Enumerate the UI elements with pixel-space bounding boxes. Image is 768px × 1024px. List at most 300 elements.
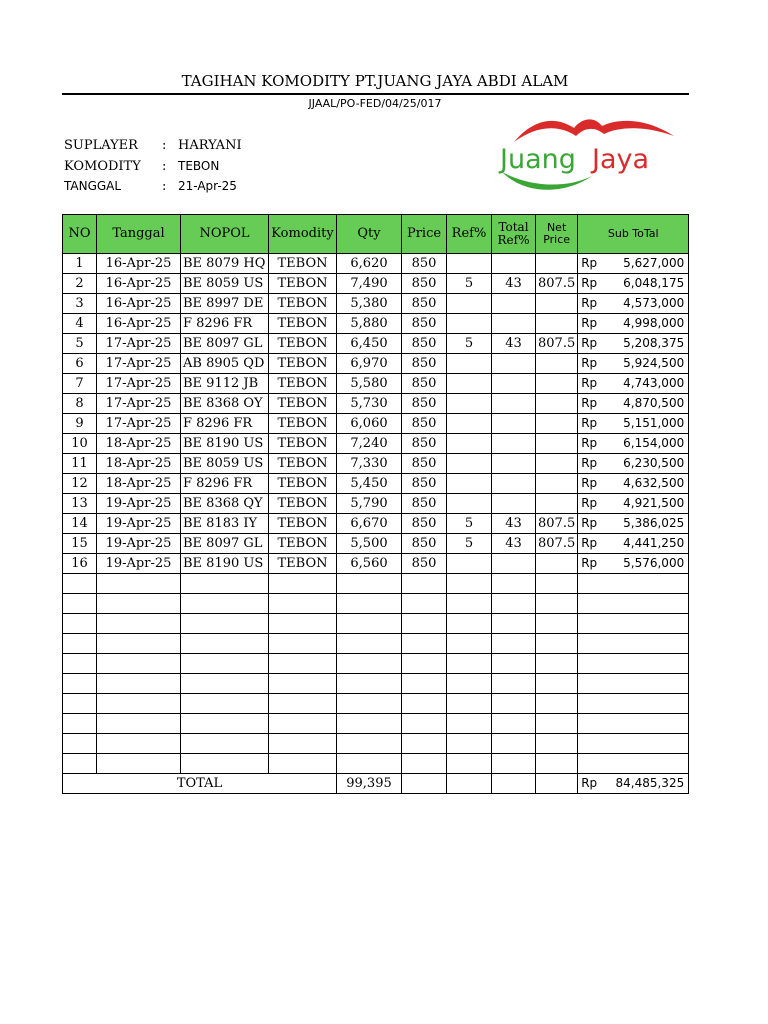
row-price: 850 xyxy=(402,274,447,294)
empty-row xyxy=(63,714,689,734)
row-subtotal-amount: 4,441,250 xyxy=(623,536,685,550)
empty-cell xyxy=(269,674,337,694)
currency-label: Rp xyxy=(581,536,598,550)
row-net-price xyxy=(536,394,578,414)
row-price: 850 xyxy=(402,554,447,574)
row-price: 850 xyxy=(402,454,447,474)
row-net-price xyxy=(536,374,578,394)
row-ref xyxy=(447,314,492,334)
table-row xyxy=(63,534,689,554)
row-qty: 6,450 xyxy=(337,334,402,354)
row-qty: 5,450 xyxy=(337,474,402,494)
table-row xyxy=(63,294,689,314)
row-qty: 5,730 xyxy=(337,394,402,414)
row-net-price xyxy=(536,254,578,274)
empty-cell xyxy=(536,654,578,674)
header-total-ref xyxy=(492,215,536,254)
row-ref xyxy=(447,354,492,374)
date-row xyxy=(64,176,242,196)
row-komodity: TEBON xyxy=(269,474,337,494)
row-komodity: TEBON xyxy=(269,514,337,534)
row-qty: 5,790 xyxy=(337,494,402,514)
empty-cell xyxy=(337,614,402,634)
row-ref xyxy=(447,394,492,414)
total-empty xyxy=(492,774,536,794)
row-nopol: BE 8079 HQ xyxy=(181,254,269,274)
empty-cell xyxy=(536,674,578,694)
empty-cell xyxy=(578,694,689,714)
row-total-ref xyxy=(492,494,536,514)
row-no: 14 xyxy=(63,514,97,534)
empty-cell xyxy=(402,614,447,634)
row-tanggal: 17-Apr-25 xyxy=(97,414,181,434)
row-no: 8 xyxy=(63,394,97,414)
row-subtotal-amount: 4,921,500 xyxy=(623,496,685,510)
row-subtotal-amount: 5,151,000 xyxy=(623,416,685,430)
row-nopol: BE 8097 GL xyxy=(181,334,269,354)
table-row xyxy=(63,354,689,374)
row-price: 850 xyxy=(402,434,447,454)
row-subtotal xyxy=(578,334,689,354)
empty-row xyxy=(63,634,689,654)
currency-label: Rp xyxy=(581,356,598,370)
row-ref: 5 xyxy=(447,274,492,294)
row-total-ref: 43 xyxy=(492,534,536,554)
row-nopol: BE 8190 US xyxy=(181,434,269,454)
empty-cell xyxy=(492,694,536,714)
row-no: 2 xyxy=(63,274,97,294)
table-row xyxy=(63,554,689,574)
row-price: 850 xyxy=(402,354,447,374)
header-subtotal: Sub ToTal xyxy=(578,215,689,254)
empty-row xyxy=(63,574,689,594)
row-qty: 5,380 xyxy=(337,294,402,314)
empty-cell xyxy=(492,674,536,694)
empty-cell xyxy=(492,734,536,754)
row-qty: 7,240 xyxy=(337,434,402,454)
empty-cell xyxy=(402,754,447,774)
row-price: 850 xyxy=(402,494,447,514)
currency-label: Rp xyxy=(581,316,598,330)
empty-cell xyxy=(536,594,578,614)
supplier-label: SUPLAYER xyxy=(64,138,138,153)
empty-cell xyxy=(181,634,269,654)
empty-cell xyxy=(97,594,181,614)
row-tanggal: 18-Apr-25 xyxy=(97,474,181,494)
row-no: 6 xyxy=(63,354,97,374)
empty-cell xyxy=(337,694,402,714)
supplier-info xyxy=(64,136,242,196)
row-komodity: TEBON xyxy=(269,434,337,454)
empty-cell xyxy=(63,714,97,734)
empty-cell xyxy=(536,694,578,714)
empty-cell xyxy=(97,654,181,674)
empty-cell xyxy=(269,694,337,714)
empty-cell xyxy=(447,694,492,714)
row-no: 1 xyxy=(63,254,97,274)
row-no: 5 xyxy=(63,334,97,354)
row-price: 850 xyxy=(402,294,447,314)
empty-cell xyxy=(181,574,269,594)
empty-cell xyxy=(536,614,578,634)
title-underline xyxy=(62,93,689,95)
row-nopol: BE 8183 IY xyxy=(181,514,269,534)
empty-cell xyxy=(578,614,689,634)
empty-cell xyxy=(447,674,492,694)
row-ref xyxy=(447,454,492,474)
row-ref: 5 xyxy=(447,534,492,554)
empty-cell xyxy=(181,734,269,754)
row-no: 9 xyxy=(63,414,97,434)
row-subtotal-amount: 6,230,500 xyxy=(623,456,685,470)
row-nopol: F 8296 FR xyxy=(181,414,269,434)
row-subtotal xyxy=(578,554,689,574)
logo-text-juang: Juang xyxy=(500,144,576,175)
row-price: 850 xyxy=(402,314,447,334)
separator: : xyxy=(162,179,167,194)
empty-cell xyxy=(337,654,402,674)
row-price: 850 xyxy=(402,254,447,274)
empty-cell xyxy=(269,634,337,654)
row-no: 10 xyxy=(63,434,97,454)
row-total-ref xyxy=(492,294,536,314)
total-empty xyxy=(536,774,578,794)
currency-label: Rp xyxy=(581,476,598,490)
supplier-value: HARYANI xyxy=(178,138,242,153)
invoice-table xyxy=(62,214,689,794)
empty-cell xyxy=(492,654,536,674)
empty-cell xyxy=(402,654,447,674)
row-subtotal-amount: 6,154,000 xyxy=(623,436,685,450)
empty-cell xyxy=(337,734,402,754)
total-row xyxy=(63,774,689,794)
row-total-ref: 43 xyxy=(492,514,536,534)
row-no: 13 xyxy=(63,494,97,514)
row-nopol: BE 8059 US xyxy=(181,454,269,474)
row-nopol: BE 8368 QY xyxy=(181,494,269,514)
row-price: 850 xyxy=(402,394,447,414)
logo-text-jaya: Jaya xyxy=(592,144,650,175)
row-komodity: TEBON xyxy=(269,334,337,354)
empty-cell xyxy=(536,574,578,594)
row-subtotal xyxy=(578,414,689,434)
row-no: 15 xyxy=(63,534,97,554)
row-subtotal-amount: 4,632,500 xyxy=(623,476,685,490)
empty-cell xyxy=(63,654,97,674)
supplier-row xyxy=(64,136,242,156)
row-total-ref xyxy=(492,454,536,474)
row-tanggal: 17-Apr-25 xyxy=(97,374,181,394)
empty-row xyxy=(63,594,689,614)
row-total-ref xyxy=(492,314,536,334)
currency-label: Rp xyxy=(581,516,598,530)
row-tanggal: 17-Apr-25 xyxy=(97,394,181,414)
row-qty: 6,060 xyxy=(337,414,402,434)
row-komodity: TEBON xyxy=(269,454,337,474)
currency-label: Rp xyxy=(581,776,598,790)
row-no: 4 xyxy=(63,314,97,334)
row-qty: 5,580 xyxy=(337,374,402,394)
row-subtotal xyxy=(578,514,689,534)
row-tanggal: 18-Apr-25 xyxy=(97,454,181,474)
empty-cell xyxy=(402,594,447,614)
row-total-ref: 43 xyxy=(492,334,536,354)
row-nopol: BE 8997 DE xyxy=(181,294,269,314)
table-row xyxy=(63,274,689,294)
row-tanggal: 16-Apr-25 xyxy=(97,314,181,334)
header-net-price xyxy=(536,215,578,254)
row-ref xyxy=(447,254,492,274)
empty-cell xyxy=(492,634,536,654)
row-total-ref xyxy=(492,474,536,494)
currency-label: Rp xyxy=(581,396,598,410)
empty-cell xyxy=(97,574,181,594)
row-ref xyxy=(447,374,492,394)
currency-label: Rp xyxy=(581,336,598,350)
separator: : xyxy=(162,159,167,174)
empty-cell xyxy=(337,674,402,694)
table-row xyxy=(63,334,689,354)
empty-cell xyxy=(578,754,689,774)
row-subtotal xyxy=(578,474,689,494)
row-total-ref: 43 xyxy=(492,274,536,294)
row-total-ref xyxy=(492,374,536,394)
empty-cell xyxy=(536,754,578,774)
empty-cell xyxy=(447,754,492,774)
row-price: 850 xyxy=(402,514,447,534)
empty-cell xyxy=(97,754,181,774)
empty-row xyxy=(63,754,689,774)
row-subtotal xyxy=(578,534,689,554)
empty-cell xyxy=(578,674,689,694)
row-subtotal xyxy=(578,434,689,454)
empty-cell xyxy=(492,754,536,774)
empty-cell xyxy=(269,654,337,674)
total-empty xyxy=(402,774,447,794)
row-net-price xyxy=(536,354,578,374)
document-number: JJAAL/PO-FED/04/25/017 xyxy=(308,97,442,110)
date-label: TANGGAL xyxy=(64,179,122,193)
row-tanggal: 17-Apr-25 xyxy=(97,334,181,354)
commodity-row xyxy=(64,156,242,176)
empty-cell xyxy=(269,754,337,774)
total-label: TOTAL xyxy=(63,774,337,794)
total-subtotal xyxy=(578,774,689,794)
row-komodity: TEBON xyxy=(269,494,337,514)
empty-cell xyxy=(447,594,492,614)
row-subtotal xyxy=(578,254,689,274)
empty-cell xyxy=(63,734,97,754)
commodity-label: KOMODITY xyxy=(64,159,141,174)
empty-cell xyxy=(97,734,181,754)
row-subtotal xyxy=(578,274,689,294)
empty-cell xyxy=(63,574,97,594)
row-total-ref xyxy=(492,254,536,274)
row-subtotal xyxy=(578,454,689,474)
empty-row xyxy=(63,654,689,674)
row-net-price xyxy=(536,474,578,494)
table-row xyxy=(63,434,689,454)
row-nopol: BE 8059 US xyxy=(181,274,269,294)
row-subtotal-amount: 5,576,000 xyxy=(623,556,685,570)
row-subtotal xyxy=(578,354,689,374)
row-subtotal xyxy=(578,314,689,334)
row-subtotal-amount: 4,743,000 xyxy=(623,376,685,390)
row-ref xyxy=(447,474,492,494)
row-net-price: 807.5 xyxy=(536,514,578,534)
empty-cell xyxy=(447,634,492,654)
empty-cell xyxy=(402,574,447,594)
row-tanggal: 19-Apr-25 xyxy=(97,554,181,574)
row-qty: 7,490 xyxy=(337,274,402,294)
separator: : xyxy=(162,138,167,153)
row-tanggal: 16-Apr-25 xyxy=(97,294,181,314)
empty-row xyxy=(63,614,689,634)
header-net-price-line1: Net xyxy=(546,221,567,234)
row-total-ref xyxy=(492,394,536,414)
empty-cell xyxy=(447,614,492,634)
row-price: 850 xyxy=(402,414,447,434)
table-row xyxy=(63,394,689,414)
empty-cell xyxy=(402,634,447,654)
empty-cell xyxy=(536,734,578,754)
row-net-price xyxy=(536,294,578,314)
empty-cell xyxy=(63,634,97,654)
header-nopol: NOPOL xyxy=(181,215,269,254)
table-row xyxy=(63,314,689,334)
empty-cell xyxy=(578,734,689,754)
empty-cell xyxy=(269,594,337,614)
row-net-price: 807.5 xyxy=(536,274,578,294)
empty-row xyxy=(63,694,689,714)
row-komodity: TEBON xyxy=(269,274,337,294)
table-row xyxy=(63,454,689,474)
total-qty: 99,395 xyxy=(337,774,402,794)
table-header-row xyxy=(63,215,689,254)
row-komodity: TEBON xyxy=(269,254,337,274)
row-subtotal xyxy=(578,374,689,394)
empty-cell xyxy=(269,574,337,594)
empty-cell xyxy=(63,614,97,634)
row-ref xyxy=(447,434,492,454)
empty-cell xyxy=(402,674,447,694)
table-row xyxy=(63,414,689,434)
row-tanggal: 19-Apr-25 xyxy=(97,514,181,534)
currency-label: Rp xyxy=(581,376,598,390)
row-tanggal: 16-Apr-25 xyxy=(97,274,181,294)
row-price: 850 xyxy=(402,534,447,554)
row-komodity: TEBON xyxy=(269,314,337,334)
commodity-value: TEBON xyxy=(178,159,220,173)
table-row xyxy=(63,474,689,494)
row-price: 850 xyxy=(402,474,447,494)
row-net-price xyxy=(536,414,578,434)
row-komodity: TEBON xyxy=(269,414,337,434)
row-nopol: BE 8190 US xyxy=(181,554,269,574)
table-row xyxy=(63,514,689,534)
document-title: TAGIHAN KOMODITY PT.JUANG JAYA ABDI ALAM xyxy=(181,72,569,90)
empty-cell xyxy=(447,714,492,734)
row-price: 850 xyxy=(402,374,447,394)
currency-label: Rp xyxy=(581,256,598,270)
empty-cell xyxy=(447,734,492,754)
empty-cell xyxy=(578,654,689,674)
empty-cell xyxy=(492,614,536,634)
header-total-ref-line2: Ref% xyxy=(497,233,530,247)
row-subtotal-amount: 5,386,025 xyxy=(623,516,685,530)
currency-label: Rp xyxy=(581,276,598,290)
table-row xyxy=(63,254,689,274)
empty-cell xyxy=(97,634,181,654)
empty-cell xyxy=(181,674,269,694)
currency-label: Rp xyxy=(581,556,598,570)
currency-label: Rp xyxy=(581,456,598,470)
row-komodity: TEBON xyxy=(269,374,337,394)
row-nopol: AB 8905 QD xyxy=(181,354,269,374)
currency-label: Rp xyxy=(581,496,598,510)
row-qty: 6,560 xyxy=(337,554,402,574)
header-no: NO xyxy=(63,215,97,254)
empty-cell xyxy=(181,694,269,714)
row-price: 850 xyxy=(402,334,447,354)
empty-cell xyxy=(269,734,337,754)
empty-cell xyxy=(578,714,689,734)
empty-cell xyxy=(181,754,269,774)
header-net-price-line2: Price xyxy=(543,233,571,246)
row-nopol: BE 8097 GL xyxy=(181,534,269,554)
empty-cell xyxy=(492,594,536,614)
row-tanggal: 18-Apr-25 xyxy=(97,434,181,454)
header-ref: Ref% xyxy=(447,215,492,254)
empty-cell xyxy=(97,694,181,714)
row-tanggal: 19-Apr-25 xyxy=(97,494,181,514)
row-ref: 5 xyxy=(447,334,492,354)
empty-cell xyxy=(63,674,97,694)
row-ref xyxy=(447,414,492,434)
row-ref: 5 xyxy=(447,514,492,534)
row-komodity: TEBON xyxy=(269,354,337,374)
row-net-price: 807.5 xyxy=(536,334,578,354)
row-subtotal-amount: 4,573,000 xyxy=(623,296,685,310)
row-net-price xyxy=(536,314,578,334)
empty-cell xyxy=(492,714,536,734)
empty-cell xyxy=(181,594,269,614)
empty-cell xyxy=(337,594,402,614)
empty-cell xyxy=(63,594,97,614)
row-subtotal-amount: 4,870,500 xyxy=(623,396,685,410)
empty-cell xyxy=(337,754,402,774)
empty-cell xyxy=(402,714,447,734)
row-tanggal: 17-Apr-25 xyxy=(97,354,181,374)
empty-row xyxy=(63,734,689,754)
row-no: 12 xyxy=(63,474,97,494)
date-value: 21-Apr-25 xyxy=(178,179,237,193)
row-subtotal-amount: 6,048,175 xyxy=(623,276,685,290)
row-no: 3 xyxy=(63,294,97,314)
empty-cell xyxy=(578,634,689,654)
row-komodity: TEBON xyxy=(269,394,337,414)
row-subtotal xyxy=(578,294,689,314)
total-subtotal-amount: 84,485,325 xyxy=(615,776,685,790)
row-nopol: F 8296 FR xyxy=(181,474,269,494)
empty-cell xyxy=(536,714,578,734)
empty-cell xyxy=(578,574,689,594)
empty-cell xyxy=(337,574,402,594)
row-ref xyxy=(447,494,492,514)
empty-cell xyxy=(181,654,269,674)
row-tanggal: 19-Apr-25 xyxy=(97,534,181,554)
row-qty: 6,620 xyxy=(337,254,402,274)
